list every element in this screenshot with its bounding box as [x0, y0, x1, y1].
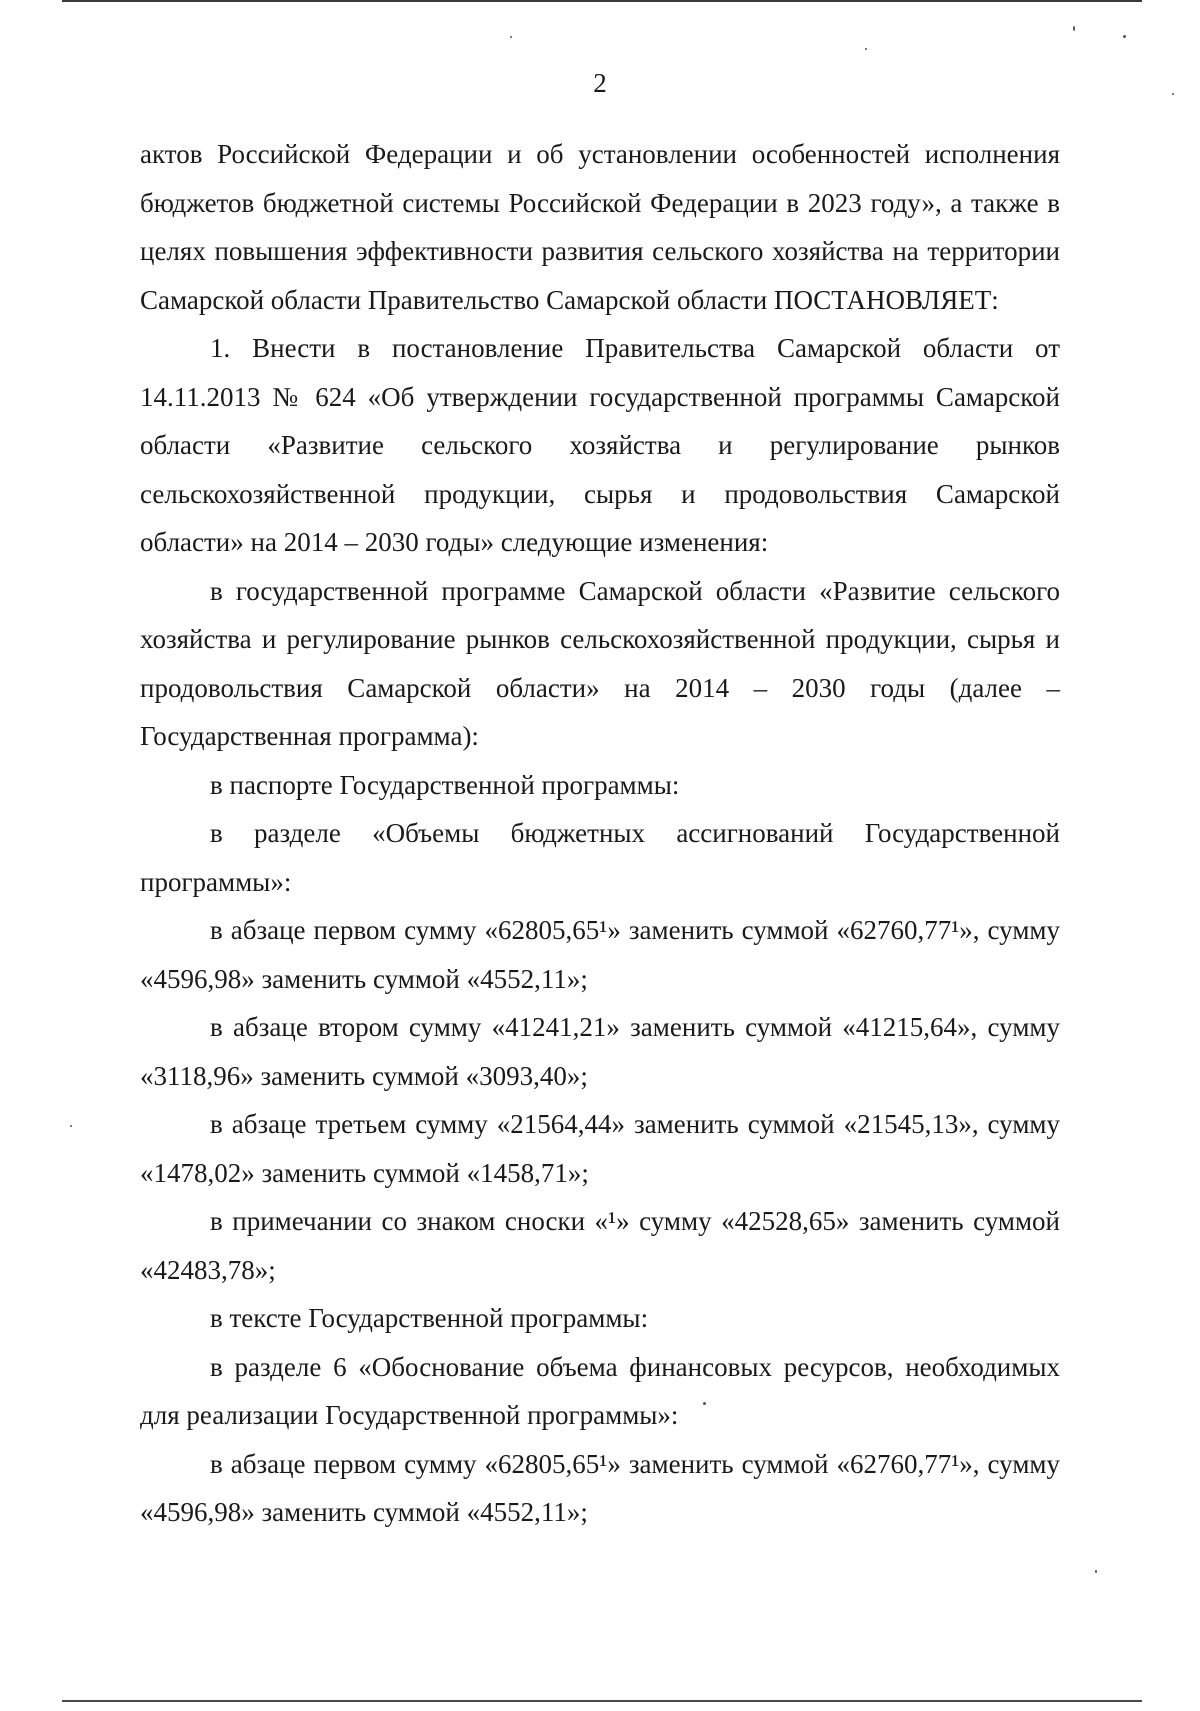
bottom-scan-edge [62, 1700, 1142, 1702]
paragraph-second-clause: в абзаце втором сумму «41241,21» заменить суммой «41215,64», сумму «3118,96» заменить суммой «3093,40»; [140, 1012, 1060, 1091]
paragraph-preamble-continuation: актов Российской Федерации и об установлении особенностей исполнения бюджетов бюджетной системы Российской Федерации в 2023 году», а также в целях повышения эффективности развития сельского хозяйства на территории Самарской области Правительство Самарской области ПОСТАНОВЛЯЕТ: [140, 139, 1060, 315]
paragraph-program-text: в тексте Государственной программы: [210, 1303, 649, 1333]
paragraph-footnote-note: в примечании со знаком сноски «¹» сумму «42528,65» заменить суммой «42483,78»; [140, 1206, 1060, 1285]
scan-speck [865, 48, 867, 50]
scan-speck [1073, 26, 1075, 31]
paragraph-item-1: 1. Внести в постановление Правительства Самарской области от 14.11.2013 № 624 «Об утверждении государственной программы Самарской области «Развитие сельского хозяйства и регулирование рынков сельскохозяйственной продукции, сырья и продовольствия Самарской области» на 2014 – 2030 годы» следующие изменения: [140, 333, 1060, 557]
paragraph-state-program: в государственной программе Самарской области «Развитие сельского хозяйства и регулирование рынков сельскохозяйственной продукции, сырья и продовольствия Самарской области» на 2014 – 2030 годы (далее – Государственная программа): [140, 575, 1060, 751]
paragraph-passport: в паспорте Государственной программы: [210, 769, 680, 800]
top-scan-edge [62, 0, 1142, 2]
scan-speck [1123, 35, 1126, 38]
scan-speck [1095, 1570, 1097, 1573]
page-number: 2 [593, 68, 607, 98]
paragraph-section-6: в разделе 6 «Обоснование объема финансовых ресурсов, необходимых для реализации Государственной программы»: [140, 1351, 1060, 1430]
paragraph-first-clause: в абзаце первом сумму «62805,65¹» заменить суммой «62760,77¹», сумму «4596,98» заменить суммой «4552,11»; [140, 915, 1060, 994]
document-body [140, 130, 1060, 1537]
paragraph-section-6-first-clause: в абзаце первом сумму «62805,65¹» заменить суммой «62760,77¹», сумму «4596,98» заменить суммой «4552,11»; [140, 1448, 1060, 1527]
scan-speck [70, 1125, 72, 1127]
scan-speck [1172, 93, 1174, 95]
scan-speck [510, 36, 512, 38]
scan-speck [703, 1402, 706, 1405]
paragraph-budget-section: в разделе «Объемы бюджетных ассигнований Государственной программы»: [140, 818, 1060, 897]
paragraph-third-clause: в абзаце третьем сумму «21564,44» заменить суммой «21545,13», сумму «1478,02» заменить суммой «1458,71»; [140, 1109, 1060, 1188]
